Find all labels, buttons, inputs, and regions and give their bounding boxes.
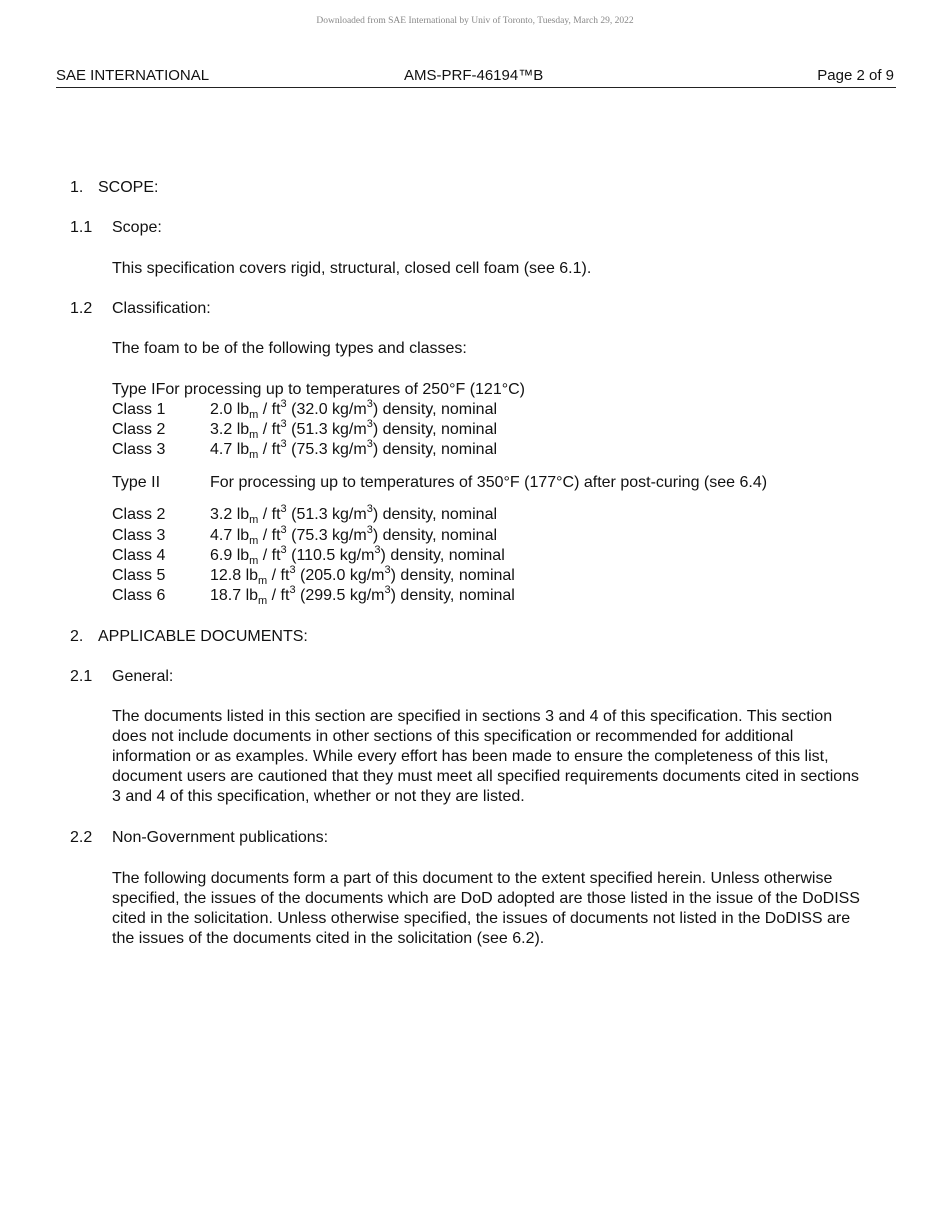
section-2-1-heading: General: bbox=[112, 668, 174, 685]
section-1-2-heading: Classification: bbox=[112, 300, 211, 317]
type-2-description: For processing up to temperatures of 350°F (177°C) after post-curing (see 6.4) bbox=[210, 474, 768, 491]
section-1-2-intro: The foam to be of the following types and classes: bbox=[112, 340, 467, 357]
type-1-description: For processing up to temperatures of 250°F (121°C) bbox=[155, 381, 525, 398]
download-watermark: Downloaded from SAE International by Univ of Toronto, Tuesday, March 29, 2022 bbox=[316, 16, 634, 26]
type-1-class-2-density: 3.2 $lb_m / ft^3$ (51.3 $kg/m^3$) density, nominal bbox=[210, 418, 498, 441]
header-org: SAE INTERNATIONAL bbox=[56, 67, 210, 84]
section-1-number: 1. bbox=[70, 179, 84, 196]
section-2-1-number: 2.1 bbox=[70, 668, 93, 685]
type-2-class-3-label: Class 3 bbox=[112, 527, 166, 544]
type-2-class-5-density: 12.8 $lb_m / ft^3$ (205.0 $kg/m^3$) density, nominal bbox=[210, 564, 515, 587]
type-1-class-1-label: Class 1 bbox=[112, 401, 166, 418]
type-1-row bbox=[112, 380, 525, 400]
type-2-class-4-label: Class 4 bbox=[112, 547, 166, 564]
type-2-class-6-density: 18.7 $lb_m / ft^3$ (299.5 $kg/m^3$) density, nominal bbox=[210, 584, 515, 607]
type-2-class-4-density: 6.9 $lb_m / ft^3$ (110.5 $kg/m^3$) density, nominal bbox=[210, 544, 505, 567]
section-1-1-number: 1.1 bbox=[70, 219, 93, 236]
section-2-2-number: 2.2 bbox=[70, 829, 93, 846]
section-1-heading: SCOPE: bbox=[98, 179, 159, 196]
type-2-class-2-label: Class 2 bbox=[112, 506, 166, 523]
section-1-2-number: 1.2 bbox=[70, 300, 93, 317]
section-1-1-heading: Scope: bbox=[112, 219, 162, 236]
type-1-class-1-density: 2.0 $lb_m / ft^3$ (32.0 $kg/m^3$) density, nominal bbox=[210, 398, 498, 421]
section-1-1-body: This specification covers rigid, structural, closed cell foam (see 6.1). bbox=[112, 260, 592, 277]
section-2-2-body: The following documents form a part of this document to the extent specified herein. Unless otherwise specified, the issues of the documents which are DoD adopted are those listed in the issue of the DoDISS cited in the solicitation. Unless otherwise specified, the issues of documents not listed in the DoDISS are the issues of the documents cited in the solicitation (see 6.2). bbox=[112, 870, 860, 947]
header-page-number: Page 2 of 9 bbox=[817, 67, 894, 84]
type-1-class-2-label: Class 2 bbox=[112, 421, 166, 438]
section-2-1-body: The documents listed in this section are specified in sections 3 and 4 of this specification. This section does not include documents in other sections of this specification or recommended for additional information or as examples. While every effort has been made to ensure the completeness of this list, document users are cautioned that they must meet all specified requirements documents cited in sections 3 and 4 of this specification, whether or not they are listed. bbox=[112, 708, 860, 805]
type-2-class-6-label: Class 6 bbox=[112, 587, 166, 604]
section-2-heading: APPLICABLE DOCUMENTS: bbox=[98, 628, 308, 645]
type-2-class-2-density: 3.2 $lb_m / ft^3$ (51.3 $kg/m^3$) density, nominal bbox=[210, 503, 498, 526]
type-2-class-5-label: Class 5 bbox=[112, 567, 166, 584]
type-2-class-3-density: 4.7 $lb_m / ft^3$ (75.3 $kg/m^3$) density, nominal bbox=[210, 524, 498, 547]
type-1-label: Type I bbox=[112, 381, 156, 398]
header-rule bbox=[56, 87, 896, 88]
type-1-class-3-density: 4.7 $lb_m / ft^3$ (75.3 $kg/m^3$) density, nominal bbox=[210, 438, 498, 461]
section-2-number: 2. bbox=[70, 628, 84, 645]
type-2-label: Type II bbox=[112, 474, 161, 491]
section-2-2-heading: Non-Government publications: bbox=[112, 829, 329, 846]
type-1-class-3-label: Class 3 bbox=[112, 441, 166, 458]
header-doc-id: AMS-PRF-46194™B bbox=[404, 67, 544, 84]
